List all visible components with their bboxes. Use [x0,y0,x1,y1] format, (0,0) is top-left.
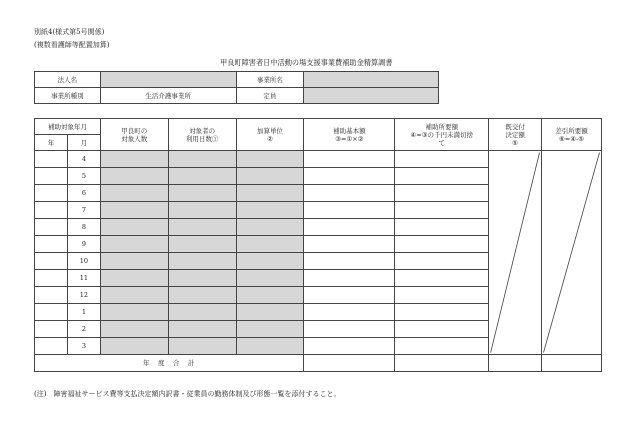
month-cell: 11 [67,270,100,287]
capacity-label: 定員 [236,88,304,104]
use-days-cell[interactable] [168,151,236,168]
office-type-label: 事業所種別 [35,88,101,104]
year-cell[interactable] [35,168,68,185]
required-amount-cell[interactable] [395,202,489,219]
unit-cell[interactable] [236,321,304,338]
town-users-cell[interactable] [100,236,168,253]
town-users-header: 甲良町の 対象人数 [100,119,168,151]
corp-name-field[interactable] [100,72,236,88]
year-cell[interactable] [35,287,68,304]
difference-cell [542,151,602,355]
use-days-cell[interactable] [168,185,236,202]
unit-cell[interactable] [236,219,304,236]
required-amount-cell[interactable] [395,253,489,270]
use-days-cell[interactable] [168,168,236,185]
required-amount-cell[interactable] [395,219,489,236]
town-users-cell[interactable] [100,321,168,338]
base-amount-cell[interactable] [304,202,395,219]
unit-header: 加算単位 ② [236,119,304,151]
base-amount-cell[interactable] [304,185,395,202]
required-amount-cell[interactable] [395,168,489,185]
base-amount-cell[interactable] [304,236,395,253]
town-users-cell[interactable] [100,219,168,236]
base-amount-cell[interactable] [304,219,395,236]
month-cell: 1 [67,304,100,321]
month-cell: 10 [67,253,100,270]
document-title: 甲良町障害者日中活動の場支援事業費補助金精算調書 [220,58,393,67]
base-amount-header: 補助基本額 ③=①×② [304,119,395,151]
year-cell[interactable] [35,202,68,219]
target-month-header: 補助対象年月 [35,119,101,135]
town-users-cell[interactable] [100,338,168,355]
unit-cell[interactable] [236,168,304,185]
use-days-cell[interactable] [168,287,236,304]
paid-amount-header: 既交付 決定額 ⑤ [489,119,542,151]
required-amount-cell[interactable] [395,185,489,202]
town-users-cell[interactable] [100,168,168,185]
required-amount-cell[interactable] [395,304,489,321]
unit-cell[interactable] [236,236,304,253]
office-name-label: 事業所名 [236,72,304,88]
form-number: 別紙4(様式第5号関係) [34,28,105,36]
corp-name-label: 法人名 [35,72,101,88]
unit-cell[interactable] [236,151,304,168]
month-cell: 7 [67,202,100,219]
month-cell: 5 [67,168,100,185]
unit-cell[interactable] [236,338,304,355]
month-cell: 9 [67,236,100,253]
total-base-amount[interactable] [304,355,395,372]
town-users-cell[interactable] [100,253,168,270]
town-users-cell[interactable] [100,185,168,202]
base-amount-cell[interactable] [304,151,395,168]
use-days-cell[interactable] [168,321,236,338]
settlement-table [34,118,602,372]
year-cell[interactable] [35,236,68,253]
form-subtitle: (複数看護師等配置加算) [34,41,110,49]
base-amount-cell[interactable] [304,270,395,287]
use-days-cell[interactable] [168,253,236,270]
base-amount-cell[interactable] [304,321,395,338]
town-users-cell[interactable] [100,304,168,321]
year-cell[interactable] [35,338,68,355]
use-days-cell[interactable] [168,219,236,236]
month-cell: 3 [67,338,100,355]
month-header: 月 [67,135,100,151]
base-amount-cell[interactable] [304,168,395,185]
unit-cell[interactable] [236,287,304,304]
paid-amount-cell [489,151,542,355]
total-label: 年 度 合 計 [35,355,304,372]
town-users-cell[interactable] [100,151,168,168]
year-cell[interactable] [35,151,68,168]
required-amount-cell[interactable] [395,338,489,355]
info-table [34,71,439,104]
required-amount-cell[interactable] [395,236,489,253]
required-amount-cell[interactable] [395,287,489,304]
month-cell: 4 [67,151,100,168]
year-cell[interactable] [35,253,68,270]
year-cell[interactable] [35,270,68,287]
use-days-cell[interactable] [168,338,236,355]
footnote: (注) 障害福祉サービス費等支払決定額内訳書・従業員の勤務体制及び形態一覧を添付すること。 [34,390,341,398]
use-days-cell[interactable] [168,270,236,287]
table-row [35,151,602,168]
use-days-cell[interactable] [168,202,236,219]
required-amount-cell[interactable] [395,270,489,287]
difference-header: 差引所要額 ⑥=④-⑤ [542,119,602,151]
use-days-header: 対象者の 利用日数① [168,119,236,151]
base-amount-cell[interactable] [304,287,395,304]
base-amount-cell[interactable] [304,253,395,270]
year-cell[interactable] [35,304,68,321]
town-users-cell[interactable] [100,202,168,219]
town-users-cell[interactable] [100,270,168,287]
required-amount-cell[interactable] [395,321,489,338]
base-amount-cell[interactable] [304,304,395,321]
town-users-cell[interactable] [100,287,168,304]
month-cell: 8 [67,219,100,236]
use-days-cell[interactable] [168,236,236,253]
unit-cell[interactable] [236,202,304,219]
capacity-field[interactable] [304,88,439,104]
unit-cell[interactable] [236,270,304,287]
office-type-value: 生活介護事業所 [100,88,236,104]
year-cell[interactable] [35,185,68,202]
year-cell[interactable] [35,321,68,338]
base-amount-cell[interactable] [304,338,395,355]
unit-cell[interactable] [236,304,304,321]
year-header: 年 [35,135,68,151]
use-days-cell[interactable] [168,304,236,321]
month-cell: 2 [67,321,100,338]
month-cell: 6 [67,185,100,202]
total-difference[interactable] [542,355,602,372]
month-cell: 12 [67,287,100,304]
year-cell[interactable] [35,219,68,236]
total-paid-amount[interactable] [489,355,542,372]
required-amount-header: 補助所要額 ④=③の千円未満切捨 て [395,119,489,151]
total-required-amount[interactable] [395,355,489,372]
office-name-field[interactable] [304,72,439,88]
unit-cell[interactable] [236,185,304,202]
required-amount-cell[interactable] [395,151,489,168]
unit-cell[interactable] [236,253,304,270]
